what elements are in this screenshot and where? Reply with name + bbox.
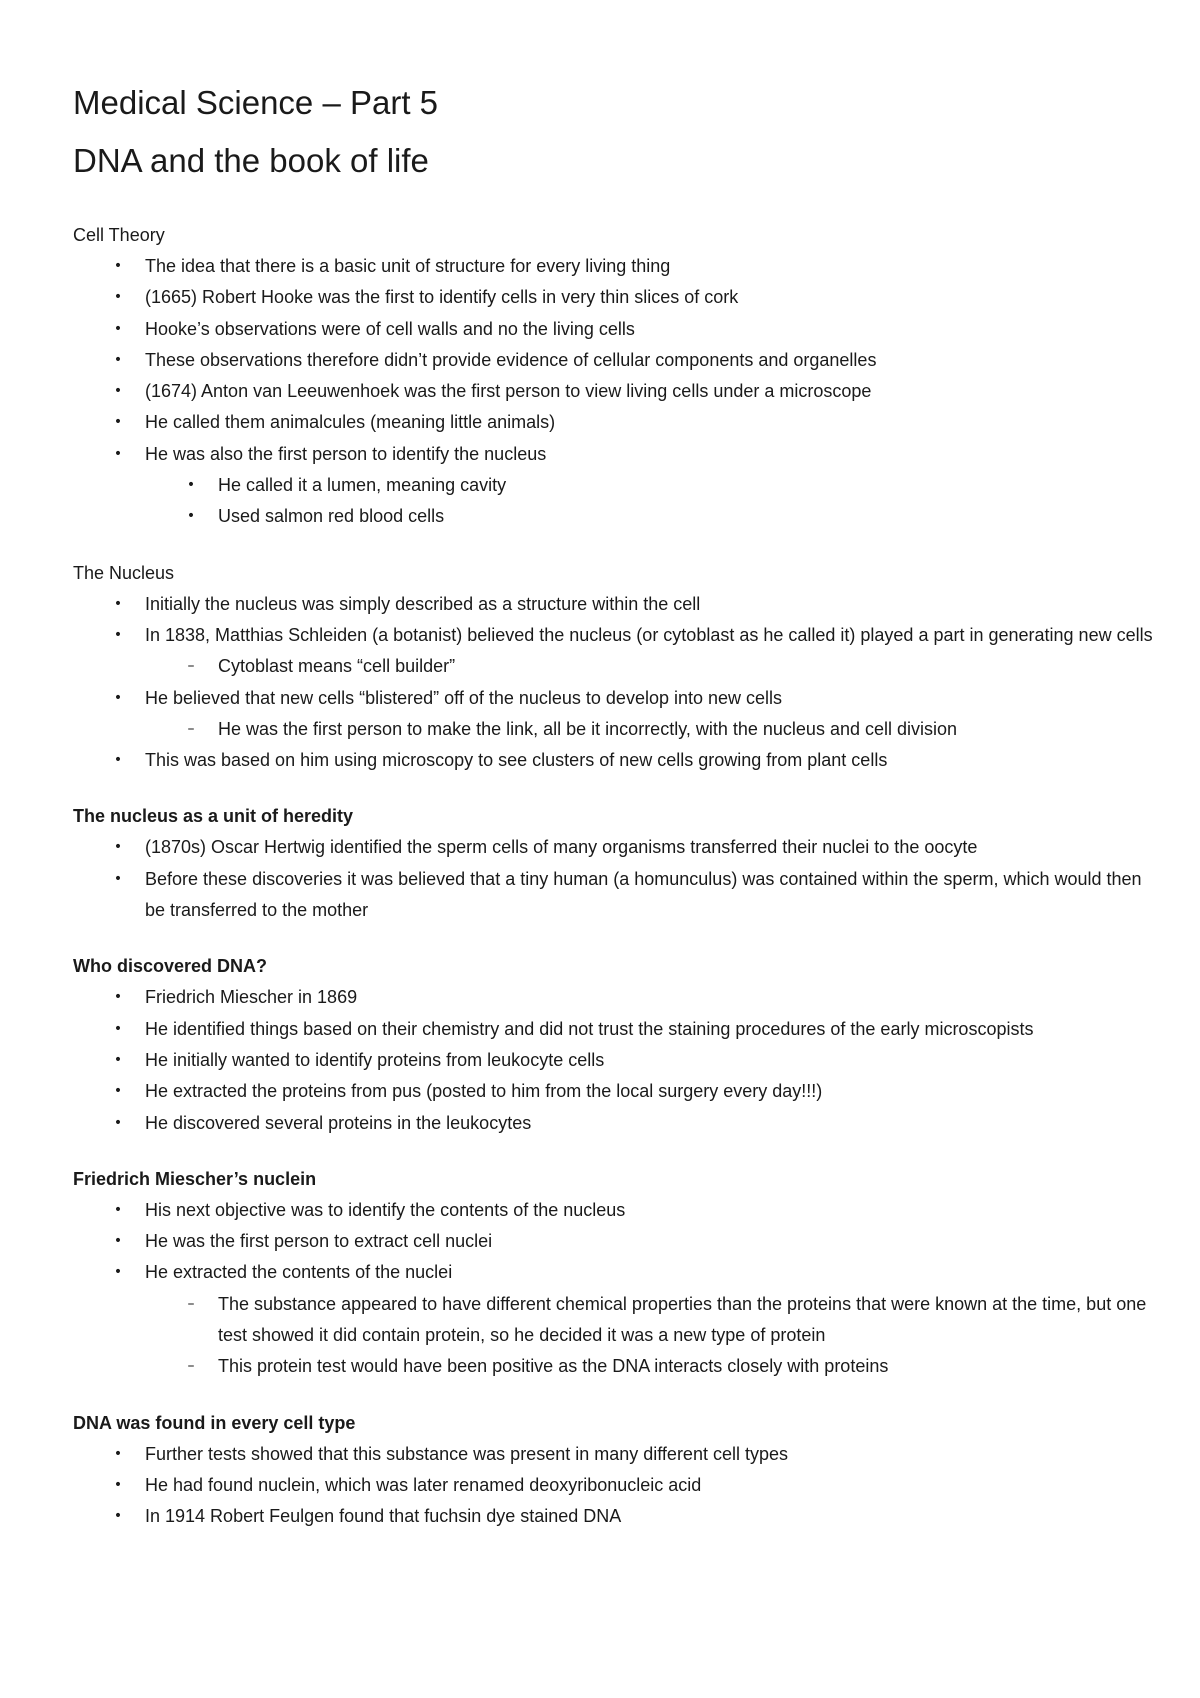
bullet-icon: • [113, 595, 123, 612]
list-item-text: (1665) Robert Hooke was the first to identify cells in very thin slices of cork [145, 287, 739, 308]
document-body [73, 74, 1153, 1533]
list-item [73, 1470, 1153, 1501]
list-item [73, 501, 1153, 532]
list-item [73, 714, 1153, 745]
list-item-text: Cytoblast means “cell builder” [218, 656, 456, 677]
list-item-text: Before these discoveries it was believed that a tiny human (a homunculus) was contained within the sperm, which would then be transferred to the mother [145, 868, 1142, 921]
list-item [73, 282, 1153, 313]
bullet-icon: • [113, 989, 123, 1006]
bullet-icon: • [113, 1233, 123, 1250]
list-item [73, 1439, 1153, 1470]
bullet-list [73, 982, 1153, 1138]
list-item-text: Friedrich Miescher in 1869 [145, 987, 358, 1008]
list-item [73, 1045, 1153, 1076]
section [73, 558, 1153, 777]
section [73, 220, 1153, 533]
bullet-icon: • [113, 1476, 123, 1493]
section [73, 1164, 1153, 1383]
list-item-text: He called them animalcules (meaning little animals) [145, 412, 556, 433]
section-heading: The Nucleus [73, 562, 175, 583]
list-item [73, 1289, 1153, 1352]
list-item-text: Hooke’s observations were of cell walls and no the living cells [145, 318, 635, 339]
list-item [73, 376, 1153, 407]
list-item-text: He was the first person to make the link, all be it incorrectly, with the nucleus and cell division [218, 718, 958, 739]
list-item-text: Further tests showed that this substance was present in many different cell types [145, 1443, 788, 1464]
list-item [73, 683, 1153, 714]
dash-icon: – [187, 720, 195, 737]
bullet-icon: • [113, 1264, 123, 1281]
list-item-text: Used salmon red blood cells [218, 506, 445, 527]
section [73, 1408, 1153, 1533]
list-item [73, 651, 1153, 682]
section-heading: Cell Theory [73, 225, 165, 245]
document-title: Medical Science – Part 5 [73, 84, 439, 121]
list-item-text: He had found nuclein, which was later renamed deoxyribonucleic acid [145, 1474, 702, 1495]
list-item-text: He extracted the contents of the nuclei [145, 1262, 453, 1283]
list-item-text: These observations therefore didn’t provide evidence of cellular components and organelles [145, 349, 877, 370]
list-item-text: He initially wanted to identify proteins from leukocyte cells [145, 1049, 605, 1070]
list-item [73, 620, 1153, 651]
list-item-text: He identified things based on their chemistry and did not trust the staining procedures of the early microscopists [145, 1018, 1034, 1039]
section-heading: The nucleus as a unit of heredity [73, 806, 354, 827]
list-item-text: In 1838, Matthias Schleiden (a botanist) believed the nucleus (or cytoblast as he called it) played a part in generating new cells [145, 624, 1153, 645]
bullet-icon: • [113, 351, 123, 368]
bullet-icon: • [113, 870, 123, 887]
list-item-text: (1870s) Oscar Hertwig identified the sperm cells of many organisms transferred their nuclei to the oocyte [145, 837, 978, 858]
bullet-icon: • [113, 1508, 123, 1525]
list-item-text: The idea that there is a basic unit of structure for every living thing [145, 256, 671, 276]
list-item [73, 251, 1153, 282]
bullet-icon: • [113, 320, 123, 337]
list-item-text: (1674) Anton van Leeuwenhoek was the first person to view living cells under a microscope [145, 381, 872, 402]
bullet-icon: • [113, 258, 123, 274]
list-item-text: This was based on him using microscopy to see clusters of new cells growing from plant cells [145, 750, 888, 771]
section-heading: DNA was found in every cell type [73, 1412, 356, 1433]
list-item-text: Initially the nucleus was simply described as a structure within the cell [145, 593, 701, 614]
list-item [73, 1226, 1153, 1257]
list-item [73, 407, 1153, 438]
bullet-list [73, 1439, 1153, 1533]
list-item [73, 439, 1153, 470]
list-item [73, 832, 1153, 863]
bullet-icon: • [113, 839, 123, 856]
sections-container [73, 220, 1153, 1533]
bullet-icon: • [113, 414, 123, 431]
list-item [73, 1351, 1153, 1382]
dash-icon: – [187, 1295, 195, 1312]
list-item-text: He was the first person to extract cell nuclei [145, 1231, 493, 1252]
list-item-text: In 1914 Robert Feulgen found that fuchsin dye stained DNA [145, 1506, 622, 1527]
list-item-text: He extracted the proteins from pus (posted to him from the local surgery every day!!!) [145, 1081, 823, 1102]
list-item [73, 745, 1153, 776]
list-item-text: The substance appeared to have different chemical properties than the proteins that were known at the time, but one test showed it did contain protein, so he decided it was a new type of protein [218, 1293, 1147, 1346]
list-item [73, 982, 1153, 1013]
bullet-icon: • [113, 1201, 123, 1218]
list-item [73, 1195, 1153, 1226]
list-item-text: He called it a lumen, meaning cavity [218, 475, 507, 496]
bullet-icon: • [113, 752, 123, 769]
bullet-icon: • [113, 1051, 123, 1068]
list-item [73, 1108, 1153, 1139]
bullet-icon: • [113, 289, 123, 306]
section-heading: Who discovered DNA? [73, 956, 268, 977]
bullet-icon: • [113, 626, 123, 643]
bullet-icon: • [113, 383, 123, 400]
section [73, 801, 1153, 926]
list-item [73, 345, 1153, 376]
list-item-text: This protein test would have been positive as the DNA interacts closely with proteins [218, 1356, 889, 1377]
list-item-text: He discovered several proteins in the leukocytes [145, 1112, 532, 1133]
list-item [73, 1257, 1153, 1288]
list-item [73, 589, 1153, 620]
list-item [73, 470, 1153, 501]
list-item [73, 314, 1153, 345]
bullet-list [73, 832, 1153, 926]
dash-icon: – [187, 658, 195, 675]
section [73, 951, 1153, 1138]
list-item-text: He believed that new cells “blistered” off of the nucleus to develop into new cells [145, 687, 783, 708]
bullet-icon: • [113, 689, 123, 706]
list-item-text: He was also the first person to identify the nucleus [145, 443, 547, 464]
list-item-text: His next objective was to identify the contents of the nucleus [145, 1199, 626, 1220]
bullet-icon: • [113, 1020, 123, 1037]
bullet-icon: • [113, 1114, 123, 1131]
document-subtitle: DNA and the book of life [73, 142, 429, 179]
bullet-icon: • [186, 508, 196, 525]
list-item [73, 1501, 1153, 1532]
bullet-list [73, 589, 1153, 777]
bullet-list [73, 251, 1153, 533]
list-item [73, 1076, 1153, 1107]
list-item [73, 1014, 1153, 1045]
bullet-icon: • [186, 477, 196, 494]
bullet-icon: • [113, 1445, 123, 1462]
section-heading: Friedrich Miescher’s nuclein [73, 1168, 317, 1189]
list-item [73, 864, 1153, 927]
bullet-icon: • [113, 1083, 123, 1100]
dash-icon: – [187, 1358, 195, 1375]
bullet-icon: • [113, 445, 123, 462]
bullet-list [73, 1195, 1153, 1383]
